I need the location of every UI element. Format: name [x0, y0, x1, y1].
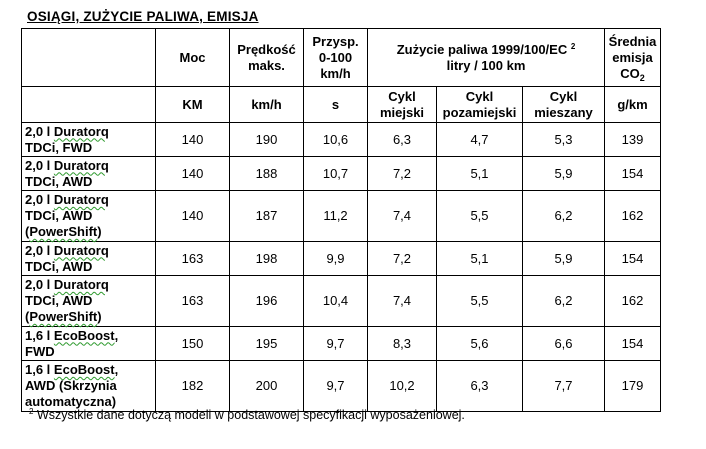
model-cell — [22, 157, 156, 191]
extra-urban-cycle-cell: 5,5 — [437, 276, 523, 327]
power-cell: 150 — [156, 327, 230, 361]
top-speed-cell: 200 — [230, 361, 304, 412]
co2-cell: 154 — [605, 242, 661, 276]
power-unit: KM — [156, 87, 230, 123]
fuel-consumption-label: Zużycie paliwa 1999/100/EC — [396, 41, 568, 57]
urban-cycle-cell: 7,4 — [368, 276, 437, 327]
co2-unit: g/km — [605, 87, 661, 123]
spellcheck-underline: EcoBoost — [53, 362, 115, 377]
co2-cell: 154 — [605, 327, 661, 361]
spellcheck-underline: PowerShift — [29, 224, 98, 239]
urban-cycle-header: Cykl miejski — [368, 87, 437, 123]
fuel-consumption-footnote-marker: 2 — [570, 41, 576, 51]
power-header: Moc — [156, 29, 230, 87]
combined-cycle-cell: 6,6 — [523, 327, 605, 361]
model-line: 2,0 l Duratorq — [25, 157, 109, 173]
power-cell: 163 — [156, 276, 230, 327]
urban-cycle-cell: 10,2 — [368, 361, 437, 412]
model-line: 2,0 l Duratorq — [25, 192, 109, 207]
fuel-consumption-unit: litry / 100 km — [446, 57, 526, 73]
specs-table — [21, 28, 661, 412]
co2-cell: 162 — [605, 191, 661, 242]
model-cell — [22, 276, 156, 327]
urban-cycle-cell: 7,2 — [368, 157, 437, 191]
acceleration-header: Przysp. 0-100 km/h — [304, 29, 368, 87]
extra-urban-cycle-cell: 5,6 — [437, 327, 523, 361]
footnote-text: Wszystkie dane dotyczą modeli w podstawowej specyfikacji wyposażeniowej. — [36, 408, 465, 422]
model-line: automatyczna) — [25, 394, 117, 409]
acceleration-cell: 10,7 — [304, 157, 368, 191]
acceleration-cell: 9,7 — [304, 327, 368, 361]
table-row — [22, 276, 661, 327]
urban-cycle-cell: 8,3 — [368, 327, 437, 361]
co2-header-subscript: 2 — [639, 72, 645, 83]
model-line: 2,0 l Duratorq — [25, 123, 109, 139]
top-speed-cell: 188 — [230, 157, 304, 191]
table-row — [22, 242, 661, 276]
co2-header-formula: CO — [620, 65, 640, 81]
acceleration-unit: s — [304, 87, 368, 123]
model-cell — [22, 191, 156, 242]
acceleration-cell: 10,6 — [304, 123, 368, 157]
urban-cycle-cell: 7,4 — [368, 191, 437, 242]
power-cell: 182 — [156, 361, 230, 412]
spellcheck-underline: Duratorq — [53, 123, 109, 139]
table-row — [22, 157, 661, 191]
header-row — [22, 29, 661, 87]
top-speed-cell: 187 — [230, 191, 304, 242]
top-speed-cell: 198 — [230, 242, 304, 276]
acceleration-cell: 11,2 — [304, 191, 368, 242]
spellcheck-underline: PowerShift — [29, 309, 98, 324]
extra-urban-cycle-cell: 5,1 — [437, 157, 523, 191]
top-speed-cell: 196 — [230, 276, 304, 327]
power-cell: 140 — [156, 191, 230, 242]
extra-urban-cycle-cell: 6,3 — [437, 361, 523, 412]
model-line: TDCi, AWD — [25, 293, 93, 308]
model-line: AWD (Skrzynia — [25, 378, 117, 393]
spellcheck-underline: Duratorq — [53, 157, 109, 173]
acceleration-cell: 10,4 — [304, 276, 368, 327]
model-line: 2,0 l Duratorq — [25, 242, 109, 258]
top-speed-header: Prędkość maks. — [230, 29, 304, 87]
combined-cycle-header: Cykl mieszany — [523, 87, 605, 123]
model-line: 1,6 l EcoBoost, — [25, 327, 119, 343]
model-cell — [22, 123, 156, 157]
units-row — [22, 87, 661, 123]
co2-cell: 139 — [605, 123, 661, 157]
page-title: OSIĄGI, ZUŻYCIE PALIWA, EMISJA — [27, 9, 259, 24]
spellcheck-underline: Duratorq — [53, 277, 109, 292]
model-cell — [22, 361, 156, 412]
table-row — [22, 191, 661, 242]
table-row — [22, 123, 661, 157]
table-row — [22, 327, 661, 361]
model-line: TDCi, AWD — [25, 208, 93, 223]
co2-cell: 179 — [605, 361, 661, 412]
model-line: 1,6 l EcoBoost, — [25, 362, 119, 377]
co2-header-label: Średnia emisja — [608, 33, 657, 65]
table-row — [22, 361, 661, 412]
combined-cycle-cell: 5,3 — [523, 123, 605, 157]
co2-cell: 154 — [605, 157, 661, 191]
extra-urban-cycle-cell: 4,7 — [437, 123, 523, 157]
model-line: 2,0 l Duratorq — [25, 277, 109, 292]
model-line: TDCi, AWD — [25, 173, 93, 189]
extra-urban-cycle-header: Cykl pozamiejski — [437, 87, 523, 123]
extra-urban-cycle-cell: 5,1 — [437, 242, 523, 276]
combined-cycle-cell: 5,9 — [523, 242, 605, 276]
power-cell: 140 — [156, 157, 230, 191]
units-model-cell — [22, 87, 156, 123]
model-cell — [22, 242, 156, 276]
combined-cycle-cell: 6,2 — [523, 191, 605, 242]
spellcheck-underline: Duratorq — [53, 242, 109, 258]
co2-cell: 162 — [605, 276, 661, 327]
model-cell — [22, 327, 156, 361]
spellcheck-underline: EcoBoost — [53, 327, 115, 343]
top-speed-unit: km/h — [230, 87, 304, 123]
co2-header — [605, 29, 661, 87]
top-speed-cell: 195 — [230, 327, 304, 361]
fuel-consumption-header — [368, 29, 605, 87]
specs-table-body — [22, 123, 661, 412]
top-speed-cell: 190 — [230, 123, 304, 157]
power-cell: 163 — [156, 242, 230, 276]
combined-cycle-cell: 7,7 — [523, 361, 605, 412]
combined-cycle-cell: 6,2 — [523, 276, 605, 327]
acceleration-cell: 9,9 — [304, 242, 368, 276]
urban-cycle-cell: 6,3 — [368, 123, 437, 157]
combined-cycle-cell: 5,9 — [523, 157, 605, 191]
spellcheck-underline: Duratorq — [53, 192, 109, 207]
model-line: TDCi, FWD — [25, 139, 93, 155]
urban-cycle-cell: 7,2 — [368, 242, 437, 276]
extra-urban-cycle-cell: 5,5 — [437, 191, 523, 242]
model-line: (PowerShift) — [25, 309, 102, 324]
footnote — [29, 408, 465, 422]
acceleration-cell: 9,7 — [304, 361, 368, 412]
model-header-cell — [22, 29, 156, 87]
footnote-marker: 2 — [29, 407, 34, 416]
model-line: TDCi, AWD — [25, 258, 93, 274]
model-line: FWD — [25, 343, 55, 359]
power-cell: 140 — [156, 123, 230, 157]
model-line: (PowerShift) — [25, 224, 102, 239]
